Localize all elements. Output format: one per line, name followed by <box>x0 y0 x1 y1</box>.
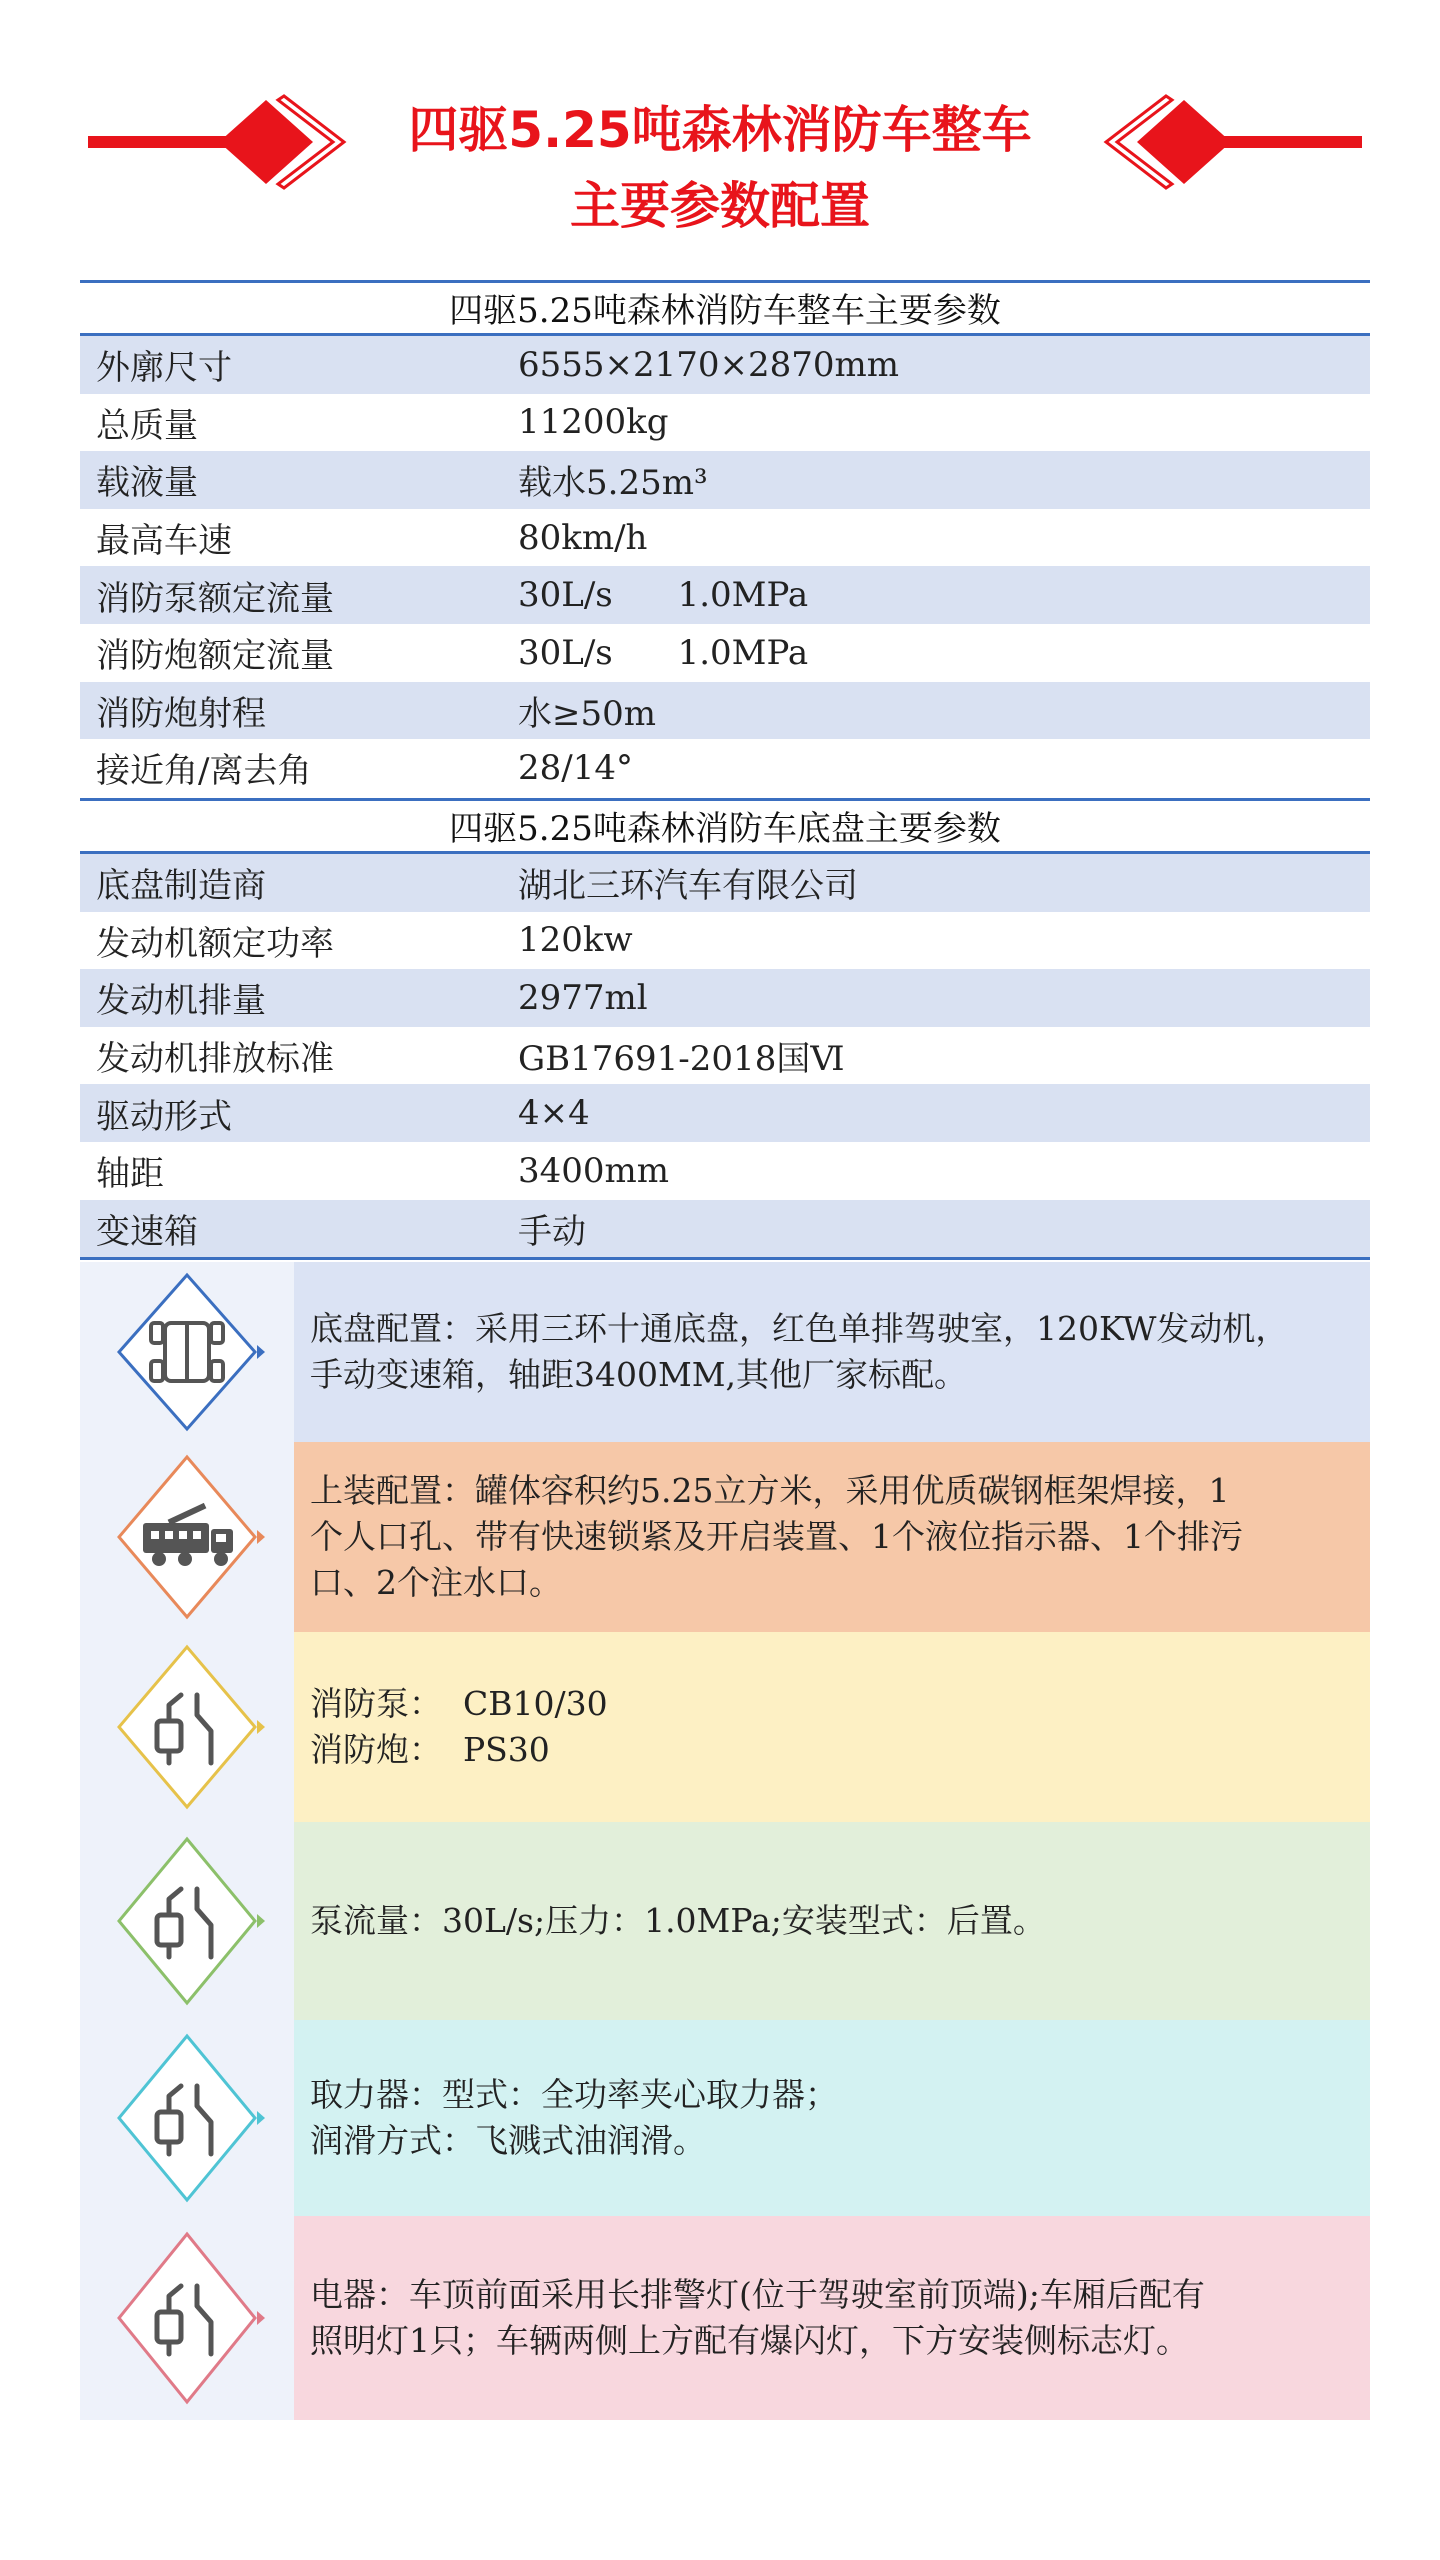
param-value: 3400mm <box>518 1150 670 1191</box>
chassis-params-rows <box>80 854 1370 1260</box>
feature-line: 底盘配置：采用三环十通底盘，红色单排驾驶室，120KW发动机， <box>310 1309 1289 1348</box>
table-row <box>80 1027 1370 1085</box>
header-ornament-right <box>1092 92 1362 192</box>
feature-pump-monitor <box>80 1632 1370 1822</box>
param-name: 消防炮额定流量 <box>96 636 334 677</box>
table-row <box>80 739 1370 797</box>
param-name: 接近角/离去角 <box>96 751 312 792</box>
param-name: 轴距 <box>96 1154 164 1195</box>
feature-line: 消防炮： PS30 <box>310 1730 550 1769</box>
title-line-2: 主要参数配置 <box>570 177 870 235</box>
table-row <box>80 336 1370 394</box>
feature-flow <box>80 1822 1370 2020</box>
feature-list <box>80 1262 1370 2420</box>
param-name: 底盘制造商 <box>96 866 266 907</box>
pipe-icon <box>107 1831 267 2011</box>
feature-text <box>294 2216 1370 2420</box>
feature-text <box>294 2020 1370 2216</box>
chassis-params-heading: 四驱5.25吨森林消防车底盘主要参数 <box>80 798 1370 854</box>
table-row <box>80 566 1370 624</box>
feature-icon-cell <box>80 1822 294 2020</box>
vehicle-params-heading: 四驱5.25吨森林消防车整车主要参数 <box>80 280 1370 336</box>
feature-icon-cell <box>80 1262 294 1442</box>
param-name: 最高车速 <box>96 521 232 562</box>
feature-icon-cell <box>80 1632 294 1822</box>
feature-line: 润滑方式：飞溅式油润滑。 <box>310 2121 706 2160</box>
feature-icon-cell <box>80 2020 294 2216</box>
param-value: 2977ml <box>518 977 648 1018</box>
table-row <box>80 394 1370 452</box>
header-ornament-left <box>88 92 358 192</box>
param-value: 80km/h <box>518 517 648 558</box>
chassis-icon <box>107 1267 267 1437</box>
feature-line: 口、2个注水口。 <box>310 1563 562 1602</box>
feature-text <box>294 1442 1370 1632</box>
param-name: 发动机排量 <box>96 981 266 1022</box>
param-value: 30L/s 1.0MPa <box>518 575 809 616</box>
table-row <box>80 854 1370 912</box>
pipe-icon <box>107 2226 267 2410</box>
truck-icon <box>107 1449 267 1625</box>
pipe-icon <box>107 1639 267 1815</box>
feature-line: 个人口孔、带有快速锁紧及开启装置、1个液位指示器、1个排污 <box>310 1517 1243 1556</box>
param-value: 湖北三环汽车有限公司 <box>518 866 858 907</box>
feature-icon-cell <box>80 2216 294 2420</box>
param-value: 6555×2170×2870mm <box>518 344 900 385</box>
table-row <box>80 1142 1370 1200</box>
pipe-icon <box>107 2028 267 2208</box>
feature-line: 消防泵： CB10/30 <box>310 1684 608 1723</box>
table-row <box>80 509 1370 567</box>
param-name: 消防炮射程 <box>96 693 266 734</box>
table-row <box>80 969 1370 1027</box>
vehicle-params-table <box>80 280 1370 797</box>
feature-body <box>80 1442 1370 1632</box>
feature-pto <box>80 2020 1370 2216</box>
param-name: 驱动形式 <box>96 1096 232 1137</box>
param-name: 变速箱 <box>96 1211 198 1252</box>
param-value: 11200kg <box>518 402 669 443</box>
param-name: 总质量 <box>96 405 198 446</box>
page-title <box>360 92 1080 244</box>
param-name: 发动机排放标准 <box>96 1039 334 1080</box>
chassis-params-table <box>80 798 1370 1260</box>
param-value: 4×4 <box>518 1093 590 1134</box>
feature-line: 上装配置：罐体容积约5.25立方米，采用优质碳钢框架焊接，1 <box>310 1471 1230 1510</box>
table-row <box>80 1200 1370 1258</box>
param-value: GB17691-2018国Ⅵ <box>518 1039 845 1080</box>
table-row <box>80 682 1370 740</box>
feature-line: 泵流量：30L/s;压力：1.0MPa;安装型式：后置。 <box>310 1901 1046 1940</box>
feature-text <box>294 1632 1370 1822</box>
param-value: 120kw <box>518 920 633 961</box>
param-name: 载液量 <box>96 463 198 504</box>
feature-text <box>294 1262 1370 1442</box>
feature-icon-cell <box>80 1442 294 1632</box>
table-row <box>80 624 1370 682</box>
title-line-1: 四驱5.25吨森林消防车整车 <box>408 101 1032 159</box>
feature-line: 取力器：型式：全功率夹心取力器； <box>310 2075 838 2114</box>
param-value: 载水5.25m³ <box>518 463 708 504</box>
param-value: 手动 <box>518 1211 586 1252</box>
vehicle-params-rows <box>80 336 1370 797</box>
feature-electrical <box>80 2216 1370 2420</box>
feature-chassis <box>80 1262 1370 1442</box>
param-value: 28/14° <box>518 747 633 788</box>
param-name: 外廓尺寸 <box>96 348 232 389</box>
feature-line: 手动变速箱，轴距3400MM,其他厂家标配。 <box>310 1355 968 1394</box>
param-name: 发动机额定功率 <box>96 923 334 964</box>
table-row <box>80 451 1370 509</box>
feature-line: 照明灯1只；车辆两侧上方配有爆闪灯，下方安装侧标志灯。 <box>310 2321 1189 2360</box>
table-row <box>80 912 1370 970</box>
param-value: 30L/s 1.0MPa <box>518 632 809 673</box>
param-value: 水≥50m <box>518 693 656 734</box>
feature-line: 电器：车顶前面采用长排警灯(位于驾驶室前顶端);车厢后配有 <box>310 2275 1205 2314</box>
feature-text <box>294 1822 1370 2020</box>
param-name: 消防泵额定流量 <box>96 578 334 619</box>
table-row <box>80 1084 1370 1142</box>
